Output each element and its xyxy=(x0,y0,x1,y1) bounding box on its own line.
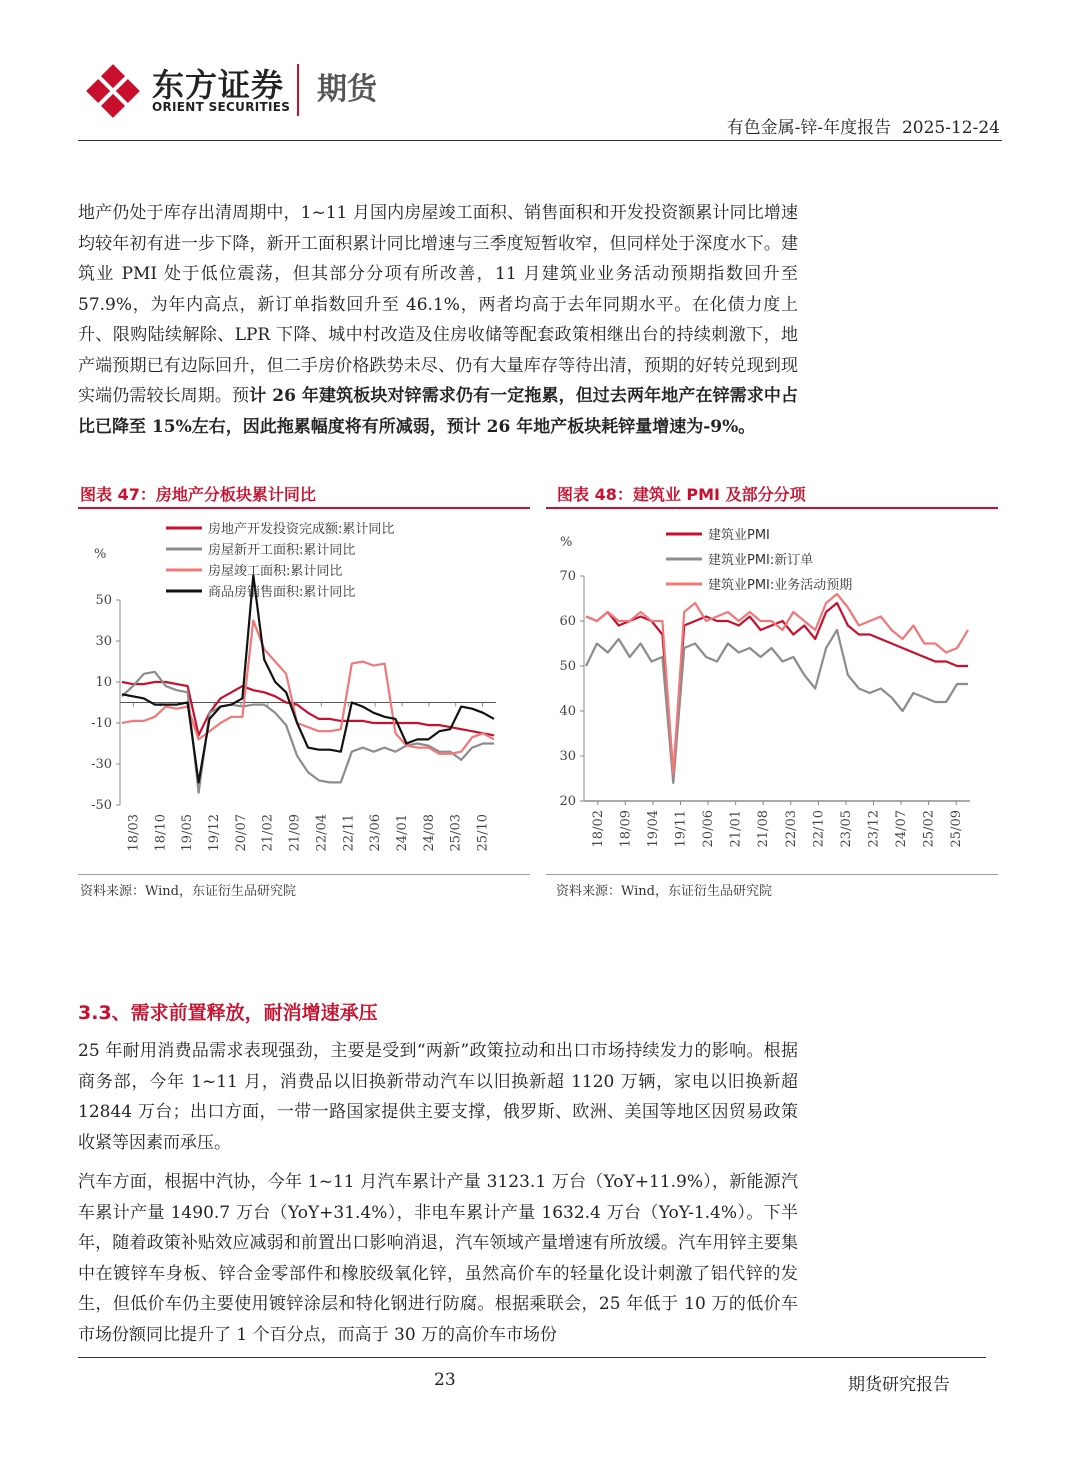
fig48-x-tick-label: 24/07 xyxy=(894,810,910,848)
fig48-x-tick-label: 19/04 xyxy=(645,810,661,848)
figure-48-top-rule xyxy=(546,507,998,509)
fig47-unit-label: % xyxy=(94,547,107,562)
division-label: 期货 xyxy=(317,72,377,107)
fig48-x-tick-label: 21/08 xyxy=(756,810,772,848)
fig48-y-tick-label: 40 xyxy=(559,704,576,719)
footer-label: 期货研究报告 xyxy=(848,1375,950,1395)
intro-text: 地产仍处于库存出清周期中，1~11 月国内房屋竣工面积、销售面积和开发投资额累计同比增速均较年初有进一步下降，新开工面积累计同比增速与三季度短暂收窄，但同样处于深度水下。建筑业 PMI 处于低位震荡，但其部分分项有所改善，11 月建筑业业务活动预期指数回升至 57.9%，为年内高点，新订单指数回升至 46.1%，两者均高于去年同期水平。在化债力度上升、限购陆续解除、LPR 下降、城中村改造及住房收储等配套政策相继出台的持续刺激下，地产端预期已有边际回升，但二手房价格跌势未尽、仍有大量库存等待出清，预期的好转兑现到现实端仍需较长周期。预 xyxy=(78,203,798,406)
header-divider xyxy=(297,64,299,116)
fig47-legend-label-2: 房屋新开工面积:累计同比 xyxy=(208,543,356,558)
footer-rule xyxy=(78,1357,986,1358)
fig48-x-tick-label: 19/11 xyxy=(673,810,689,848)
brand-en: ORIENT SECURITIES xyxy=(152,100,291,114)
figure-48-title: 图表 48：建筑业 PMI 及部分分项 xyxy=(557,485,806,504)
fig47-x-tick-label: 24/01 xyxy=(395,814,410,852)
fig48-x-tick-label: 25/02 xyxy=(921,810,937,848)
page-number: 23 xyxy=(434,1370,456,1390)
figure-47-chart xyxy=(78,512,530,872)
fig48-series-line-2 xyxy=(586,630,968,783)
figure-47-source: 资料来源：Wind，东证衍生品研究院 xyxy=(80,884,296,899)
section-paragraph-2: 汽车方面，根据中汽协，今年 1~11 月汽车累计产量 3123.1 万台（YoY+11.9%），新能源汽车累计产量 1490.7 万台（YoY+31.4%），非电车累计产量 1632.4 万台（YoY-1.4%）。下半年，随着政策补贴效应减弱和前置出口影响消退，汽车领域产量增速有所放缓。汽车用锌主要集中在镀锌车身板、锌合金零部件和橡胶级氧化锌，虽然高价车的轻量化设计刺激了铝代锌的发生，但低价车仍主要使用镀锌涂层和特化钢进行防腐。根据乘联会，25 年低于 10 万的低价车市场份额同比提升了 1 个百分点，而高于 30 万的高价车市场份 xyxy=(78,1172,798,1345)
fig48-x-tick-label: 18/02 xyxy=(590,810,606,848)
fig48-x-tick-label: 18/09 xyxy=(618,810,634,848)
fig48-x-tick-label: 25/09 xyxy=(949,810,965,848)
fig48-legend-label-1: 建筑业PMI xyxy=(708,528,770,543)
fig48-x-tick-label: 22/03 xyxy=(783,810,799,848)
fig47-x-tick-label: 25/03 xyxy=(448,814,464,852)
figure-47-bottom-rule xyxy=(78,874,530,875)
fig47-x-tick-label: 25/10 xyxy=(475,814,491,852)
fig47-series-line-3 xyxy=(122,621,494,754)
fig47-y-tick-label: 50 xyxy=(95,593,112,608)
fig47-x-tick-label: 24/08 xyxy=(421,814,437,852)
figure-48-bottom-rule xyxy=(546,874,998,875)
fig47-y-tick-label: -50 xyxy=(91,798,112,813)
fig47-x-tick-label: 18/03 xyxy=(126,814,142,852)
intro-bold-text: 计 26 年建筑板块对锌需求仍有一定拖累，但过去两年地产在锌需求中占比已降至 15%左右，因此拖累幅度将有所减弱，预计 26 年地产板块耗锌量增速为-9%。 xyxy=(78,386,799,437)
fig47-x-tick-label: 21/09 xyxy=(287,814,303,852)
figure-48-source: 资料来源：Wind，东证衍生品研究院 xyxy=(556,884,772,899)
fig48-y-tick-label: 30 xyxy=(559,749,576,764)
fig48-y-tick-label: 60 xyxy=(559,614,576,629)
fig47-y-tick-label: -10 xyxy=(91,716,112,731)
header-rule xyxy=(78,140,1002,141)
section-paragraph-1: 25 年耐用消费品需求表现强劲，主要是受到“两新”政策拉动和出口市场持续发力的影响。根据商务部，今年 1~11 月，消费品以旧换新带动汽车以旧换新超 1120 万辆，家电以旧换新超 12844 万台；出口方面，一带一路国家提供主要支撑，俄罗斯、欧洲、美国等地区因贸易政策收紧等因素而承压。 xyxy=(78,1041,798,1153)
fig47-y-tick-label: 10 xyxy=(95,675,112,690)
fig47-y-tick-label: -30 xyxy=(91,757,112,772)
fig48-legend-label-3: 建筑业PMI:业务活动预期 xyxy=(708,578,853,593)
fig47-y-tick-label: 30 xyxy=(95,634,112,649)
figure-48-chart xyxy=(546,512,998,872)
fig48-legend-label-2: 建筑业PMI:新订单 xyxy=(708,553,814,568)
fig48-x-tick-label: 21/01 xyxy=(728,810,744,848)
figure-47-title: 图表 47：房地产分板块累计同比 xyxy=(80,485,316,504)
fig48-x-tick-label: 20/06 xyxy=(701,810,717,848)
fig47-x-tick-label: 22/04 xyxy=(314,814,330,852)
fig47-x-tick-label: 22/11 xyxy=(341,814,357,852)
fig47-x-tick-label: 23/06 xyxy=(368,814,384,852)
fig48-y-tick-label: 50 xyxy=(559,659,576,674)
fig47-legend-label-1: 房地产开发投资完成额:累计同比 xyxy=(208,522,395,537)
fig48-series-line-3 xyxy=(586,594,968,774)
fig48-unit-label: % xyxy=(560,535,573,550)
fig47-x-tick-label: 19/12 xyxy=(207,814,222,852)
header xyxy=(0,0,1080,140)
section-heading: 3.3、需求前置释放，耐消增速承压 xyxy=(78,1002,378,1024)
fig48-y-tick-label: 20 xyxy=(559,794,576,809)
fig47-legend-label-4: 商品房销售面积:累计同比 xyxy=(208,585,356,600)
fig47-x-tick-label: 20/07 xyxy=(233,814,249,852)
report-meta: 有色金属-锌-年度报告 2025-12-24 xyxy=(726,118,1000,138)
fig48-x-tick-label: 23/05 xyxy=(838,810,854,848)
figure-47-top-rule xyxy=(78,507,530,509)
brand-cn: 东方证券 xyxy=(152,66,285,104)
orient-logo-icon xyxy=(84,62,142,120)
fig47-x-tick-label: 21/02 xyxy=(260,814,276,852)
fig47-legend-label-3: 房屋竣工面积:累计同比 xyxy=(208,564,343,579)
fig48-x-tick-label: 22/10 xyxy=(811,810,827,848)
fig47-x-tick-label: 18/10 xyxy=(153,814,169,852)
intro-paragraph xyxy=(78,198,798,442)
fig48-x-tick-label: 23/12 xyxy=(866,810,882,848)
fig48-y-tick-label: 70 xyxy=(559,569,576,584)
fig47-x-tick-label: 19/05 xyxy=(180,814,196,852)
